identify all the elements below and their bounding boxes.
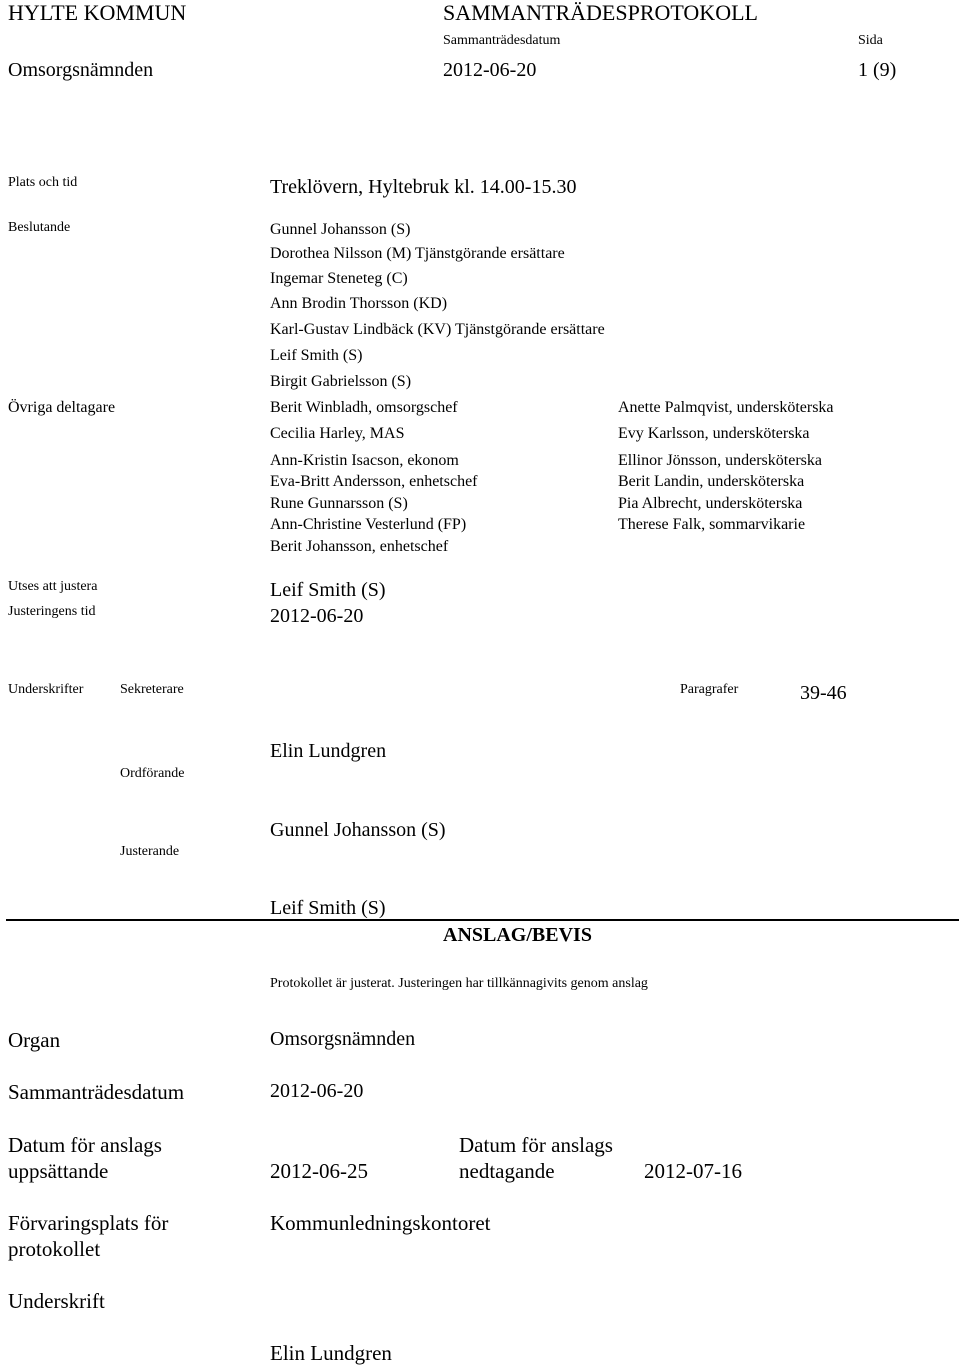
place-value: Treklövern, Hyltebruk kl. 14.00-15.30 xyxy=(270,176,577,198)
signatures-label: Underskrifter xyxy=(8,682,84,697)
section-divider xyxy=(6,919,959,921)
participant-name: Ann-Christine Vesterlund (FP) xyxy=(270,516,467,533)
decider-name: Dorothea Nilsson (M) Tjänstgörande ersättare xyxy=(270,245,565,262)
removal-label: Datum för anslags xyxy=(459,1133,613,1157)
participant-name: Berit Winbladh, omsorgschef xyxy=(270,399,458,416)
decider-name: Birgit Gabrielsson (S) xyxy=(270,373,412,390)
others-label: Övriga deltagare xyxy=(8,399,116,416)
signature-label: Underskrift xyxy=(8,1289,105,1313)
participant-name: Berit Johansson, enhetschef xyxy=(270,538,449,555)
participant-name: Ellinor Jönsson, undersköterska xyxy=(618,452,822,469)
meeting-date: 2012-06-20 xyxy=(443,59,537,81)
participant-name: Anette Palmqvist, undersköterska xyxy=(618,399,834,416)
removal-date: 2012-07-16 xyxy=(644,1159,742,1183)
participant-name: Berit Landin, undersköterska xyxy=(618,473,805,490)
chair-label: Ordförande xyxy=(120,766,185,781)
organ-value: Omsorgsnämnden xyxy=(270,1028,416,1050)
signature-name: Elin Lundgren xyxy=(270,1341,392,1365)
decider-name: Ann Brodin Thorsson (KD) xyxy=(270,295,448,312)
organ-label: Organ xyxy=(8,1028,61,1052)
page-number: 1 (9) xyxy=(858,59,897,81)
notice-title: ANSLAG/BEVIS xyxy=(443,924,592,946)
committee-name: Omsorgsnämnden xyxy=(8,59,154,81)
decider-name: Ingemar Steneteg (C) xyxy=(270,270,408,287)
decider-name: Karl-Gustav Lindbäck (KV) Tjänstgörande ersättare xyxy=(270,321,605,338)
paragraphs-label: Paragrafer xyxy=(680,682,739,697)
org-name: HYLTE KOMMUN xyxy=(8,0,187,25)
meeting-date-label: Sammanträdesdatum xyxy=(8,1080,185,1104)
decider-name: Gunnel Johansson (S) xyxy=(270,221,411,238)
storage-value: Kommunledningskontoret xyxy=(270,1211,491,1235)
participant-name: Eva-Britt Andersson, enhetschef xyxy=(270,473,478,490)
adjusting-label: Justerande xyxy=(120,844,180,859)
posting-date: 2012-06-25 xyxy=(270,1159,368,1183)
secretary-label: Sekreterare xyxy=(120,682,184,697)
adjust-time-label: Justeringens tid xyxy=(8,604,96,619)
secretary-name: Elin Lundgren xyxy=(270,740,387,762)
participant-name: Rune Gunnarsson (S) xyxy=(270,495,408,512)
participant-name: Ann-Kristin Isacson, ekonom xyxy=(270,452,459,469)
removal-label-line2: nedtagande xyxy=(459,1159,555,1183)
page-label: Sida xyxy=(858,33,883,48)
adjuster-value: Leif Smith (S) xyxy=(270,579,386,601)
posting-label: Datum för anslags xyxy=(8,1133,162,1157)
decider-name: Leif Smith (S) xyxy=(270,347,363,364)
adjust-time-value: 2012-06-20 xyxy=(270,605,364,627)
posting-label-line2: uppsättande xyxy=(8,1159,109,1183)
paragraphs-value: 39-46 xyxy=(800,682,847,704)
notice-statement: Protokollet är justerat. Justeringen har tillkännagivits genom anslag xyxy=(270,976,648,991)
participant-name: Cecilia Harley, MAS xyxy=(270,425,405,442)
participant-name: Evy Karlsson, undersköterska xyxy=(618,425,810,442)
adjusting-name: Leif Smith (S) xyxy=(270,897,386,919)
adjuster-label: Utses att justera xyxy=(8,579,98,594)
date-label: Sammanträdesdatum xyxy=(443,33,561,48)
deciders-label: Beslutande xyxy=(8,220,71,235)
storage-label-line2: protokollet xyxy=(8,1237,101,1261)
storage-label: Förvaringsplats för xyxy=(8,1211,169,1235)
meeting-date-value: 2012-06-20 xyxy=(270,1080,364,1102)
chair-name: Gunnel Johansson (S) xyxy=(270,819,446,841)
participant-name: Therese Falk, sommarvikarie xyxy=(618,516,806,533)
participant-name: Pia Albrecht, undersköterska xyxy=(618,495,803,512)
place-label: Plats och tid xyxy=(8,175,78,190)
document-type: SAMMANTRÄDESPROTOKOLL xyxy=(443,0,758,25)
